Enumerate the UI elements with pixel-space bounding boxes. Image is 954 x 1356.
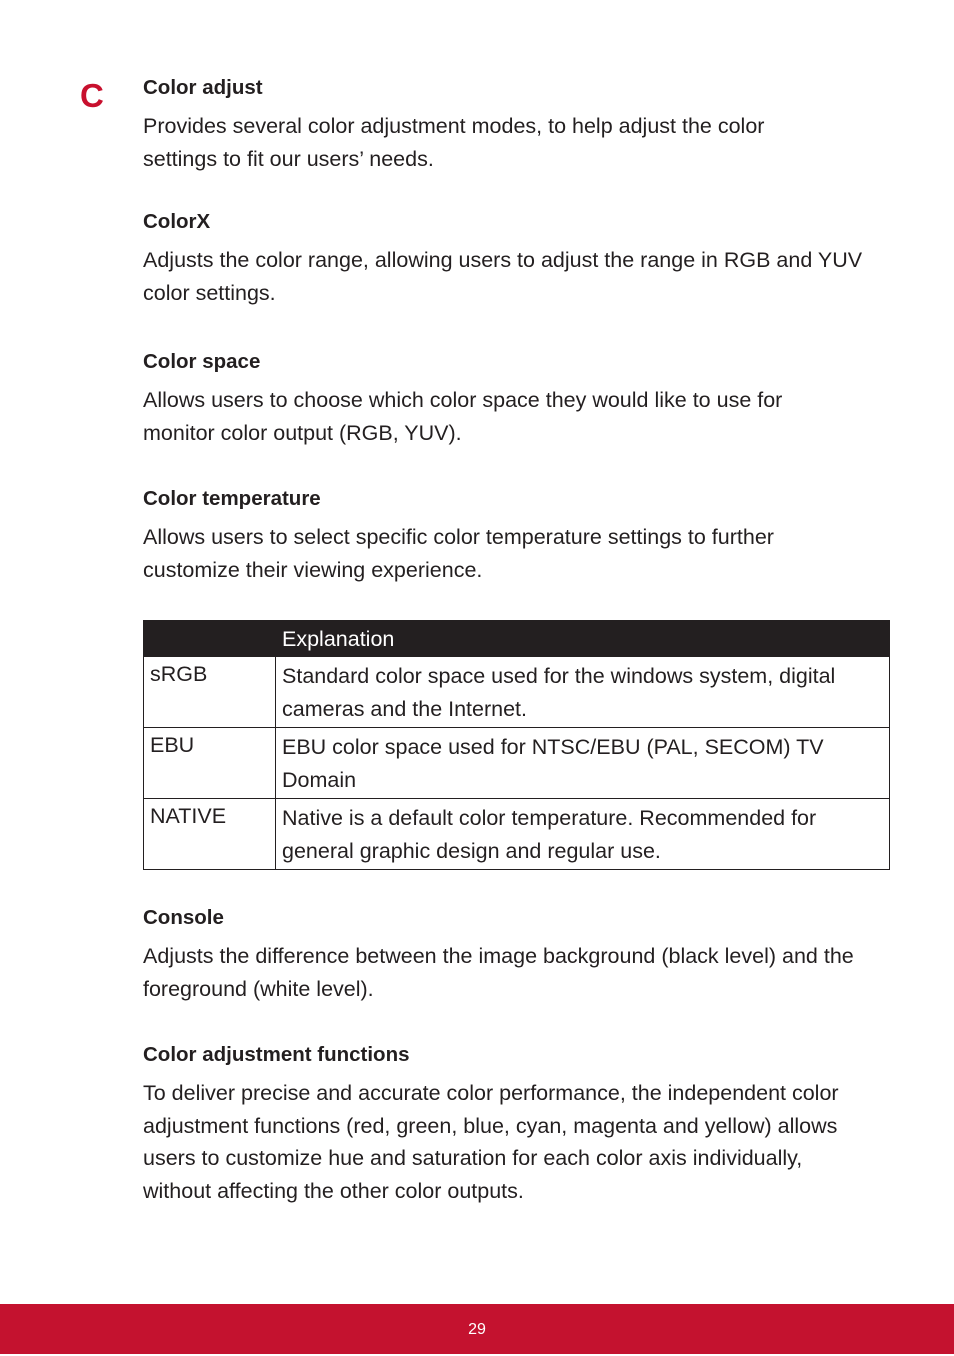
table-header-row [144,621,890,657]
section-console [143,906,903,1005]
table-row [144,728,890,799]
color-temperature-table [143,620,890,870]
section-text: Provides several color adjustment modes, to help adjust the color settings to fit our users’ needs. [143,114,765,171]
section-color-adjustment-functions [143,1043,903,1207]
section-color-temperature [143,487,903,586]
section-text: To deliver precise and accurate color performance, the independent color adjustment functions (red, green, blue, cyan, magenta and yellow) allows users to customize hue and saturation for each color axis individually, without affecting the other color outputs. [143,1081,839,1203]
section-title: Color space [143,350,261,373]
page-footer [0,1304,954,1354]
section-title: Color adjust [143,76,263,99]
row-name: EBU [144,728,276,799]
section-title: Color adjustment functions [143,1043,410,1066]
section-title: Console [143,906,224,929]
section-text: Allows users to choose which color space they would like to use for monitor color output (RGB, YUV). [143,388,783,445]
section-color-space [143,350,903,449]
section-colorx [143,210,903,309]
section-text: Adjusts the color range, allowing users to adjust the range in RGB and YUV color settings. [143,248,863,305]
row-name: NATIVE [144,799,276,870]
table-row [144,799,890,870]
section-title: Color temperature [143,487,321,510]
header-name [144,621,276,657]
row-explanation: Standard color space used for the windows system, digital cameras and the Internet. [276,657,890,728]
section-title: ColorX [143,210,211,233]
row-explanation: EBU color space used for NTSC/EBU (PAL, SECOM) TV Domain [276,728,890,799]
section-text: Allows users to select specific color temperature settings to further customize their viewing experience. [143,525,774,582]
row-explanation: Native is a default color temperature. Recommended for general graphic design and regular use. [276,799,890,870]
section-letter: C [80,77,104,114]
page-number: 29 [468,1321,486,1338]
header-explanation: Explanation [276,621,890,657]
row-name: sRGB [144,657,276,728]
section-text: Adjusts the difference between the image background (black level) and the foreground (white level). [143,944,854,1001]
section-color-adjust [143,76,903,175]
table-row [144,657,890,728]
